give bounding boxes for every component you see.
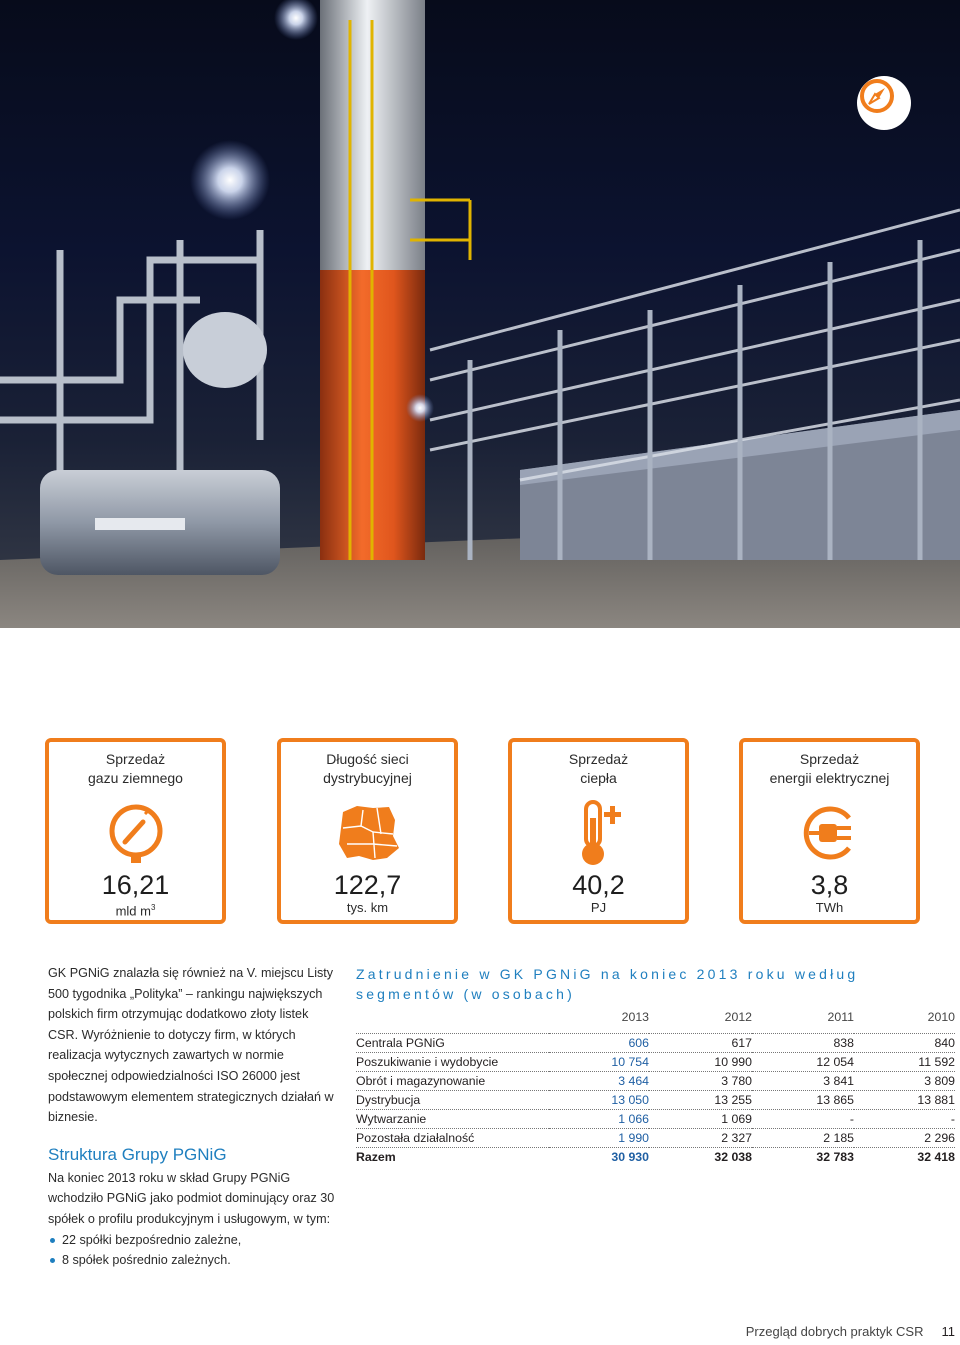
table-row: Dystrybucja 13 050 13 255 13 865 13 881 <box>356 1091 955 1110</box>
hero-photo <box>0 0 960 628</box>
card-title: Sprzedaż gazu ziemnego <box>88 751 183 786</box>
card-title: Sprzedaż energii elektrycznej <box>769 751 890 786</box>
power-plug-icon <box>795 798 865 868</box>
stat-card-gas-sales <box>45 738 226 924</box>
bullet-list <box>48 1230 336 1271</box>
gauge-icon <box>101 798 171 868</box>
list-item: 8 spółek pośrednio zależnych. <box>48 1250 336 1271</box>
compass-badge <box>857 76 911 130</box>
column-header: 2013 <box>621 1010 649 1024</box>
card-unit: TWh <box>815 900 844 915</box>
column-header: 2010 <box>927 1010 955 1024</box>
card-unit: tys. km <box>346 900 389 915</box>
page-footer <box>730 1324 955 1339</box>
industrial-plant-illustration <box>0 0 960 628</box>
card-unit: mld $m^3$ <box>115 903 156 919</box>
page-number: 11 <box>941 1324 955 1339</box>
card-value: 122,7 <box>333 870 402 900</box>
footer-label: Przegląd dobrych praktyk CSR <box>745 1324 924 1339</box>
stat-card-network-length <box>277 738 458 924</box>
column-header: 2011 <box>827 1010 854 1024</box>
structure-paragraph: Na koniec 2013 roku w skład Grupy PGNiG wchodziło PGNiG jako podmiot dominujący oraz 30 spółek o profilu produkcyjnym i usługowym, w tym: <box>48 1170 335 1226</box>
left-text-column <box>48 963 336 1271</box>
card-value: 3,8 <box>810 870 849 900</box>
list-item: 22 spółki bezpośrednio zależne, <box>48 1230 336 1251</box>
table-row: Poszukiwanie i wydobycie 10 754 10 990 12 054 11 592 <box>356 1053 955 1072</box>
card-value: 16,21 <box>101 870 170 900</box>
table-row: Obrót i magazynowanie 3 464 3 780 3 841 3 809 <box>356 1072 955 1091</box>
table-header-row <box>356 1007 955 1027</box>
stat-card-heat-sales <box>508 738 689 924</box>
thermometer-icon <box>564 798 634 868</box>
employment-table <box>356 1007 955 1166</box>
card-title: Sprzedaż ciepła <box>568 751 629 786</box>
stat-cards <box>45 738 915 924</box>
card-unit: PJ <box>590 900 607 915</box>
table-row: Wytwarzanie 1 066 1 069 - - <box>356 1110 955 1129</box>
poland-map-icon <box>333 798 403 868</box>
table-row: Centrala PGNiG 606 617 838 840 <box>356 1034 955 1053</box>
table-row: Pozostała działalność 1 990 2 327 2 185 2 296 <box>356 1129 955 1148</box>
table-title: Zatrudnienie w GK PGNiG na koniec 2013 roku według segmentów (w osobach) <box>356 966 859 1002</box>
card-title: Długość sieci dystrybucyjnej <box>323 751 412 786</box>
intro-paragraph: GK PGNiG znalazła się również na V. miejscu Listy 500 tygodnika „Polityka” – rankingu największych polskich firm otrzymując dodatkowo złoty listek CSR. Wyróżnienie to dotyczy firm, w których realizacja wytycznych zawartych w normie społecznej odpowiedzialności ISO 26000 jest podstawowym elementem strategicznych działań w biznesie. <box>48 966 334 1125</box>
card-value: 40,2 <box>572 870 625 900</box>
stat-card-electricity-sales <box>739 738 920 924</box>
compass-icon <box>857 76 897 116</box>
column-header: 2012 <box>724 1010 752 1024</box>
table-total-row: Razem 30 930 32 038 32 783 32 418 <box>356 1150 955 1164</box>
section-heading: Struktura Grupy PGNiG <box>48 1144 227 1164</box>
